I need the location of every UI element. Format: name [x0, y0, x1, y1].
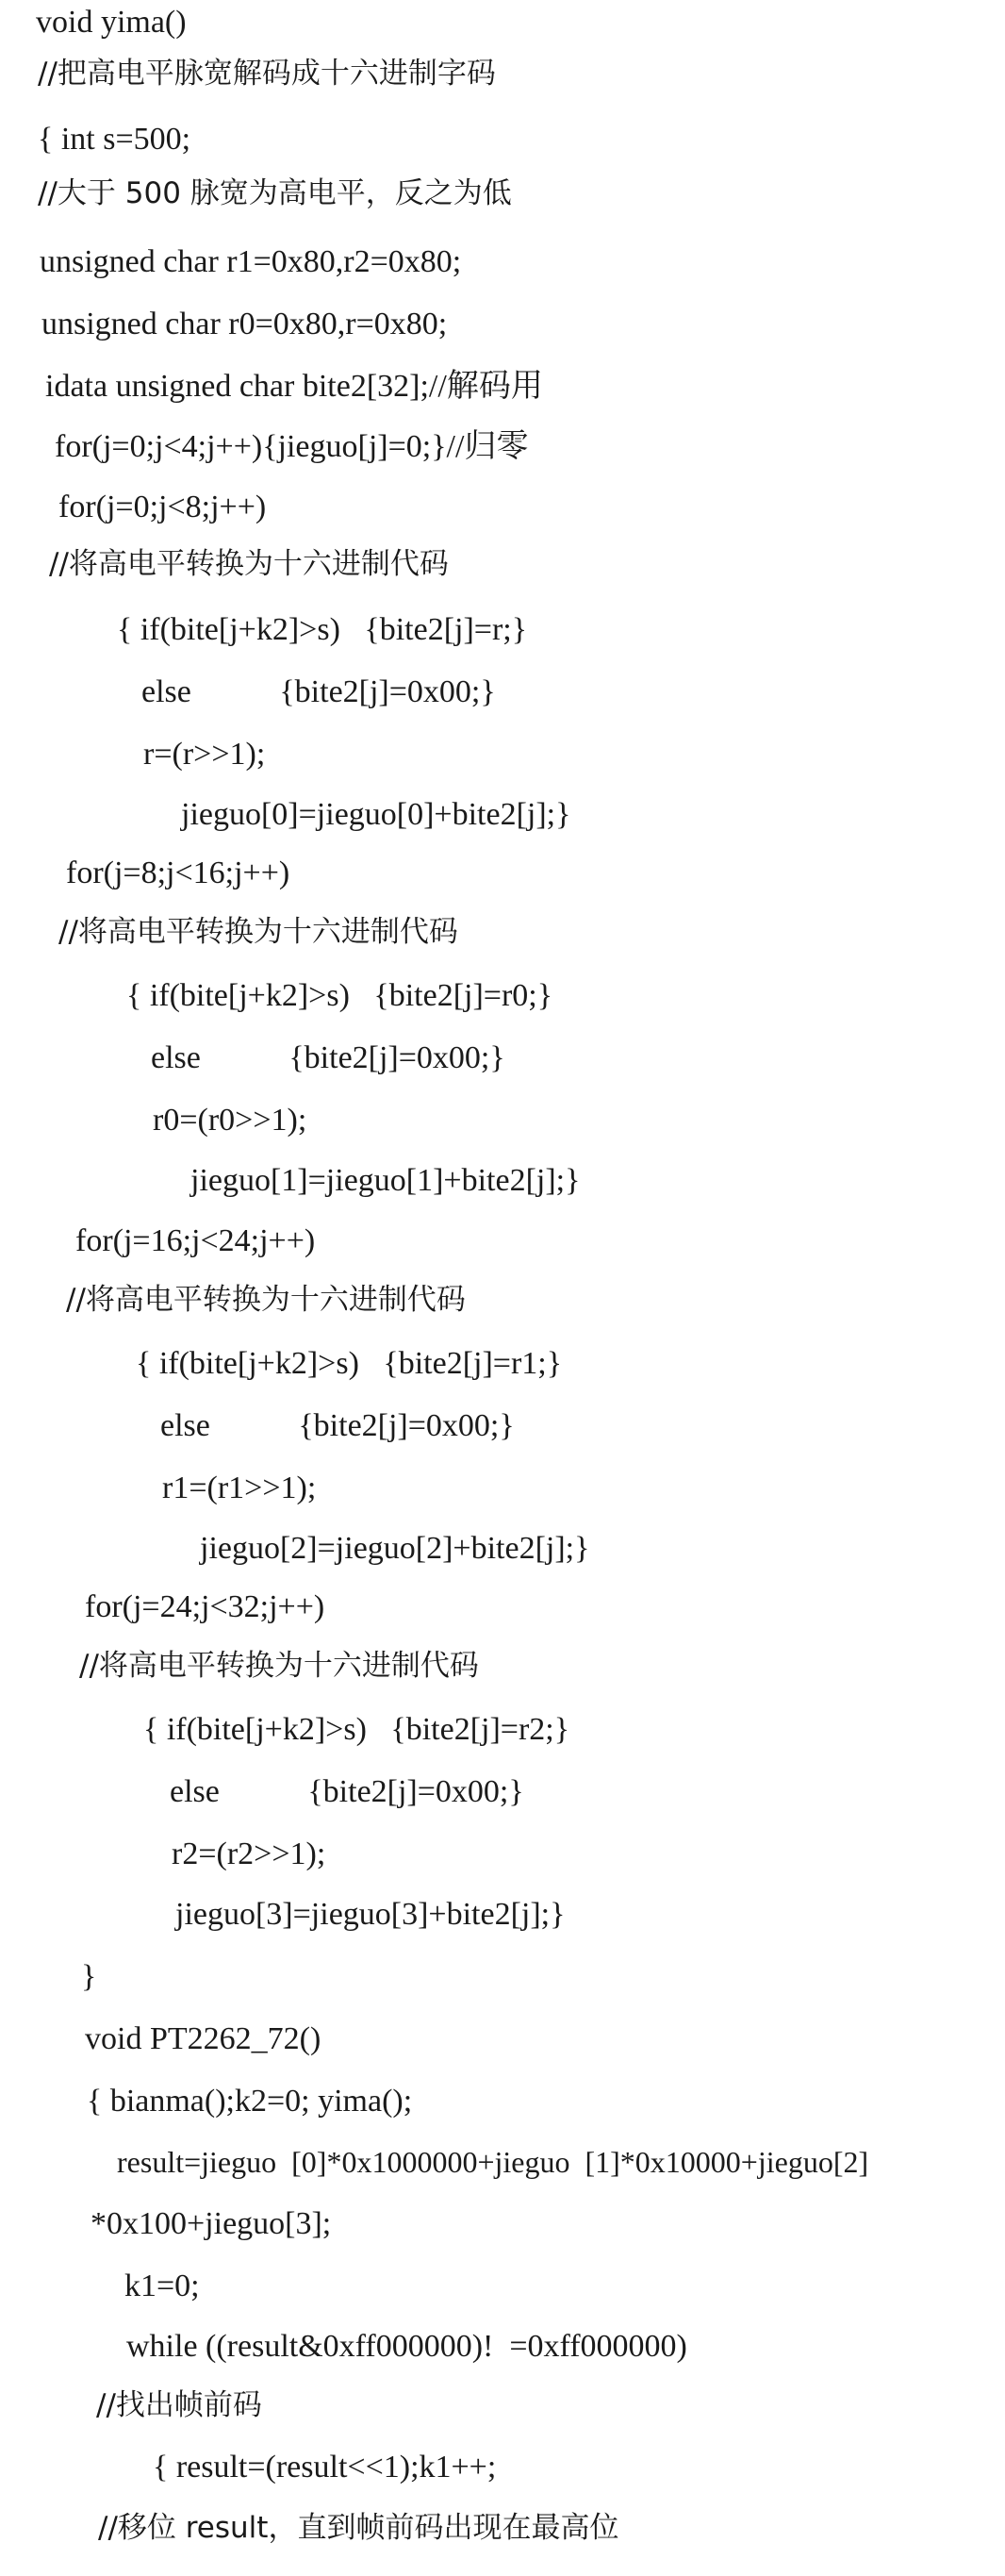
code-line: for(j=0;j<8;j++) [58, 490, 267, 524]
code-line: { if(bite[j+k2]>s) {bite2[j]=r0;} [126, 978, 553, 1013]
code-line: jieguo[1]=jieguo[1]+bite2[j];} [190, 1163, 581, 1198]
code-line: r2=(r2>>1); [172, 1836, 326, 1871]
code-line: r0=(r0>>1); [153, 1103, 307, 1138]
code-comment: //将高电平转换为十六进制代码 [79, 1649, 479, 1683]
code-line: { bianma();k2=0; yima(); [87, 2084, 413, 2119]
code-line: result=jieguo [0]*0x1000000+jieguo [1]*0x10000+jieguo[2] [117, 2145, 869, 2179]
code-comment: //找出帧前码 [96, 2388, 262, 2422]
code-line: unsigned char r1=0x80,r2=0x80; [40, 244, 462, 279]
code-comment: //将高电平转换为十六进制代码 [66, 1283, 466, 1317]
code-comment: //大于 500 脉宽为高电平，反之为低 [38, 176, 512, 210]
code-line: for(j=0;j<4;j++){jieguo[j]=0;}//归零 [55, 429, 529, 464]
code-line: else {bite2[j]=0x00;} [141, 674, 496, 709]
code-line: { if(bite[j+k2]>s) {bite2[j]=r2;} [143, 1712, 570, 1747]
code-comment: //把高电平脉宽解码成十六进制字码 [38, 57, 496, 91]
code-line: jieguo[0]=jieguo[0]+bite2[j];} [181, 797, 571, 832]
code-line: else {bite2[j]=0x00;} [170, 1774, 524, 1809]
code-line: } [81, 1959, 97, 1994]
code-comment: //将高电平转换为十六进制代码 [58, 915, 458, 949]
code-line: for(j=8;j<16;j++) [66, 856, 290, 890]
code-line: k1=0; [124, 2269, 200, 2303]
code-line: jieguo[3]=jieguo[3]+bite2[j];} [175, 1897, 566, 1932]
code-line: else {bite2[j]=0x00;} [160, 1408, 515, 1443]
code-line: *0x100+jieguo[3]; [91, 2206, 332, 2241]
code-line: { if(bite[j+k2]>s) {bite2[j]=r1;} [136, 1346, 563, 1381]
code-line: while ((result&0xff000000)! =0xff000000) [126, 2329, 687, 2364]
code-line: for(j=24;j<32;j++) [85, 1589, 325, 1624]
code-line: { if(bite[j+k2]>s) {bite2[j]=r;} [117, 612, 528, 647]
code-line: jieguo[2]=jieguo[2]+bite2[j];} [200, 1531, 590, 1566]
code-line: r1=(r1>>1); [162, 1471, 317, 1505]
code-line: idata unsigned char bite2[32];//解码用 [45, 369, 543, 404]
code-comment: //移位 result，直到帧前码出现在最高位 [98, 2511, 619, 2545]
code-comment: //将高电平转换为十六进制代码 [49, 547, 449, 581]
code-line: { int s=500; [38, 122, 191, 157]
code-line: void yima() [36, 5, 187, 40]
code-line: r=(r>>1); [143, 737, 266, 772]
code-line: for(j=16;j<24;j++) [75, 1223, 316, 1258]
code-line: else {bite2[j]=0x00;} [151, 1040, 505, 1075]
code-line: { result=(result<<1);k1++; [153, 2450, 497, 2485]
code-line: void PT2262_72() [85, 2021, 321, 2056]
code-line: unsigned char r0=0x80,r=0x80; [41, 307, 448, 341]
